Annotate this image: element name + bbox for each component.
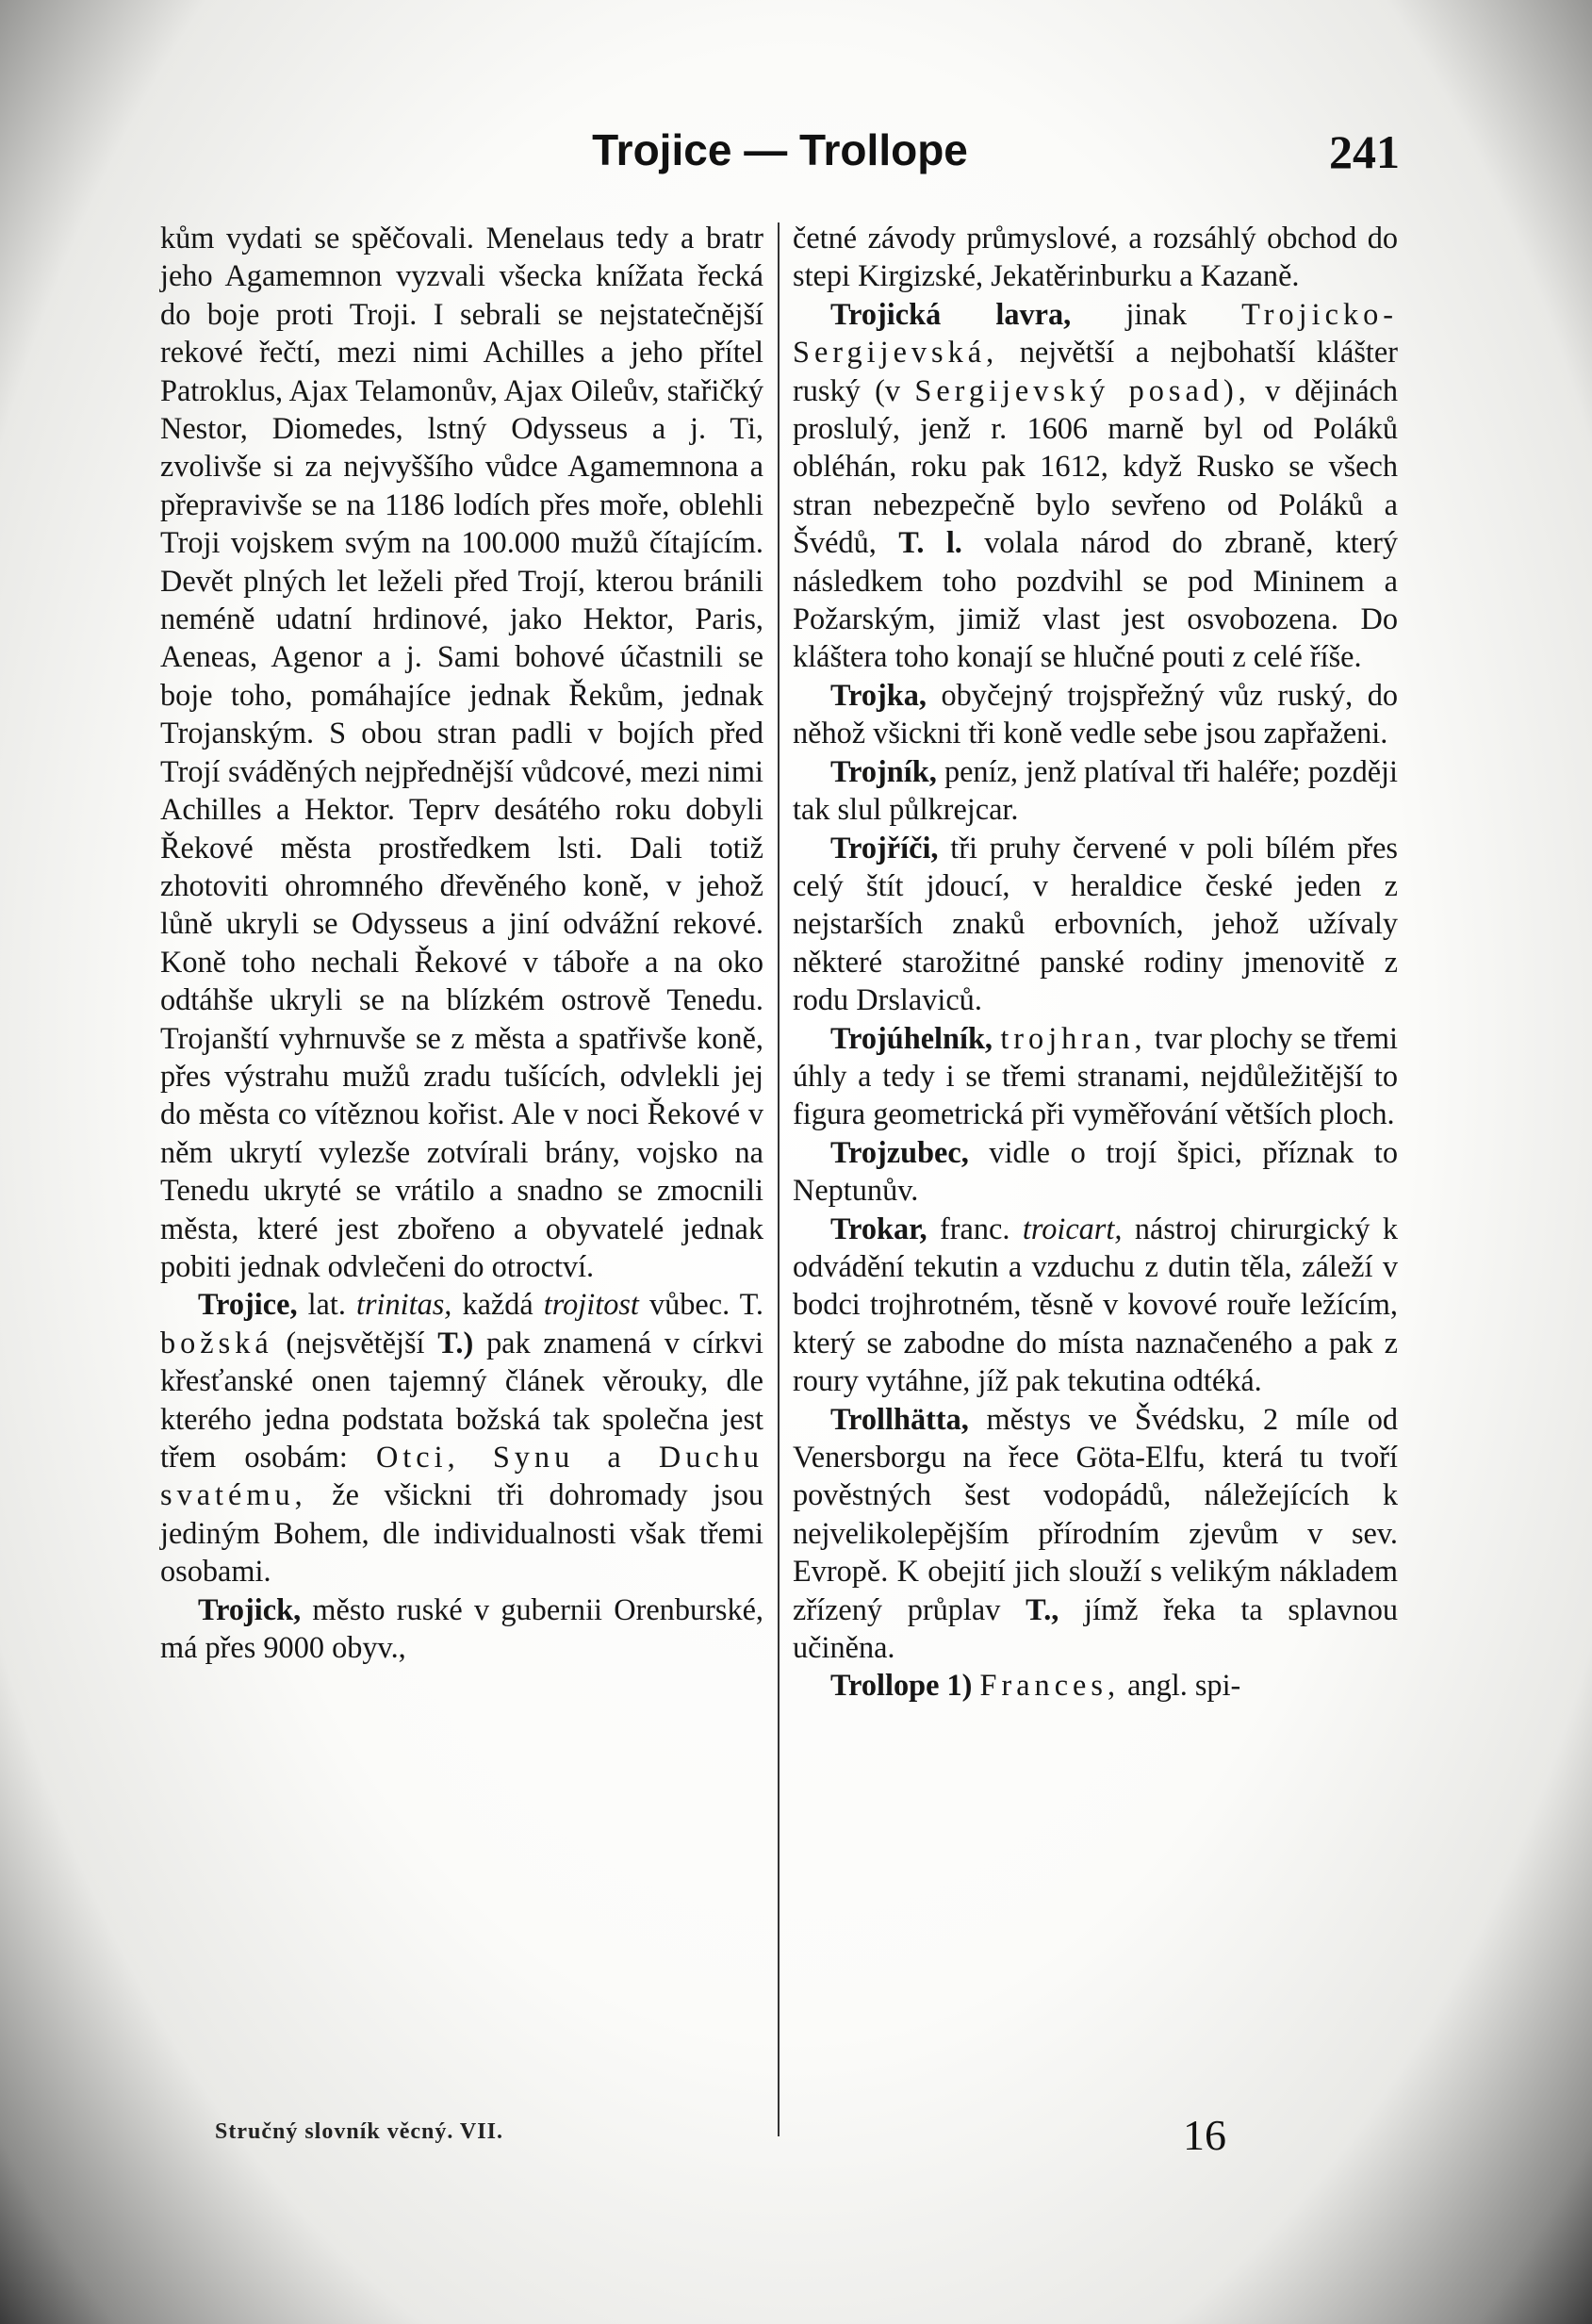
entry-text: nástroj chirurgický k odvádění tekutin a vzduchu z dutin těla, záleží v bodci trojhrotném, těsně v kovové rouře ležícím, který se zabodne do místa naznačeného a pak z roury vytáhne, jíž pak tekutina odtéká. xyxy=(793,1211,1399,1398)
headword-trojicka-lavra: Trojická lavra, xyxy=(830,296,1072,331)
entry-text: obyčejný trojspřežný vůz ruský, do něhož všickni tři koně vedle sebe jsou zapřaženi. xyxy=(793,677,1398,750)
paragraph-continuation xyxy=(793,219,1398,295)
entry-text: jinak xyxy=(1125,296,1187,331)
spaced-term: Otci, Synu a Duchu svatému, xyxy=(160,1440,763,1512)
right-column xyxy=(793,219,1398,1705)
entry-text: lat. xyxy=(307,1287,346,1322)
entry-text: tvar plochy se třemi úhly a tedy i se třemi stranami, nejdůležitější to figura geometrická při vyměřování větších ploch. xyxy=(793,1020,1398,1131)
bold-abbrev: T., xyxy=(1026,1591,1059,1626)
entry-trollhatta xyxy=(793,1400,1398,1667)
entry-trojka xyxy=(793,676,1398,752)
headword-trollope: Trollope 1) xyxy=(830,1668,973,1703)
entry-trojnik xyxy=(793,752,1398,829)
spaced-term: Sergijevský posad), xyxy=(914,372,1251,407)
entry-text: vidle o trojí špici, příznak to Neptunův. xyxy=(793,1134,1398,1208)
entry-text: vůbec. T. xyxy=(648,1287,764,1322)
entry-text: městys ve Švédsku, 2 míle od Venersborgu na řece Göta-Elfu, která tu tvoří pověstných šest vodopádů, náležejících k nejvelikolepějším přírodním zjevům v sev. Evropě. K obejití jich slouží s velikým nákladem zřízený průplav xyxy=(793,1401,1399,1626)
spaced-term: Trojicko-Sergijevská, xyxy=(793,296,1399,370)
entry-trojicka-lavra xyxy=(793,295,1398,676)
italic-term: trojitost xyxy=(543,1287,639,1322)
headword-trojuhelnik: Trojúhelník, xyxy=(830,1020,993,1055)
entry-trojick xyxy=(160,1591,763,1667)
entry-text: největší a nejbohatší klášter ruský (v xyxy=(793,335,1398,407)
headword-trojrici: Trojříči, xyxy=(830,830,939,865)
headword-trokar: Trokar, xyxy=(830,1211,927,1245)
footer-signature-number: 16 xyxy=(1183,2111,1226,2159)
headword-trojzubec: Trojzubec, xyxy=(830,1134,969,1169)
entry-text: každá xyxy=(462,1287,533,1322)
entry-trojzubec xyxy=(793,1133,1398,1210)
footer-book-title: Stručný slovník věcný. VII. xyxy=(215,2119,503,2144)
spaced-term: trojhran, xyxy=(1000,1020,1147,1055)
entry-text: peníz, jenž platíval tři haléře; později tak slul půlkrejcar. xyxy=(793,753,1398,827)
running-title: Trojice — Trollope xyxy=(592,125,968,174)
paragraph-text: četné závody průmyslové, a rozsáhlý obchod do stepi Kirgizské, Jekatěrinburku a Kazaně. xyxy=(793,221,1398,293)
entry-trollope xyxy=(793,1666,1398,1704)
entry-text: město ruské v gubernii Orenburské, má přes 9000 obyv., xyxy=(160,1591,763,1665)
entry-trojice xyxy=(160,1285,763,1590)
entry-trojuhelnik xyxy=(793,1019,1398,1133)
entry-text: v dějinách proslulý, jenž r. 1606 marně byl od Poláků obléhán, roku pak 1612, když Rusko se všech stran nebezpečně bylo sevřeno od Poláků a Švédů, xyxy=(793,372,1399,560)
spaced-term: božská xyxy=(160,1325,273,1360)
latin-term: trinitas, xyxy=(355,1287,452,1322)
entry-text: tři pruhy červené v poli bílém přes celý štít jdoucí, v heraldice české jeden z nejstarších znaků erbovních, jehož užívaly některé starožitné panské rodiny jmenovitě z rodu Drslaviců. xyxy=(793,830,1399,1017)
entry-trokar xyxy=(793,1210,1398,1400)
paragraph-troy-story xyxy=(160,219,763,1285)
bold-abbrev: T.) xyxy=(437,1325,474,1360)
left-column xyxy=(160,219,763,1666)
spaced-term: Frances, xyxy=(979,1668,1121,1703)
entry-text: angl. spi- xyxy=(1127,1668,1241,1703)
headword-trojka: Trojka, xyxy=(830,677,927,712)
entry-text: že všickni tři dohromady jsou jediným Bohem, dle individualnosti však třemi osobami. xyxy=(160,1477,764,1589)
entry-text: jímž řeka ta splavnou učiněna. xyxy=(793,1591,1398,1665)
bold-abbrev: T. l. xyxy=(898,525,962,560)
entry-text: (nejsvětější xyxy=(286,1325,425,1360)
headword-trojice: Trojice, xyxy=(198,1287,298,1322)
entry-trojrici xyxy=(793,829,1398,1019)
french-term: troicart, xyxy=(1022,1211,1123,1245)
entry-text: franc. xyxy=(940,1211,1010,1245)
column-divider xyxy=(778,223,780,2136)
entry-text: pak znamená v církvi křesťanské onen tajemný článek věrouky, dle kterého jedna podstata božská tak společna jest třem osobám: xyxy=(160,1325,764,1474)
entry-text: volala národ do zbraně, který následkem toho pozdvihl se pod Mininem a Požarským, jimiž vlast jest osvobozena. Do kláštera toho konají se hlučné pouti z celé říše. xyxy=(793,525,1399,674)
page-number: 241 xyxy=(1329,125,1400,178)
headword-trojnik: Trojník, xyxy=(830,753,937,788)
paragraph-text: kům vydati se spěčovali. Menelaus tedy a bratr jeho Agamemnon vyzvali všecka knížata řecká do boje proti Troji. I sebrali se nejstatečnější rekové řečtí, mezi nimi Achilles a jeho přítel Patroklus, Ajax Telamonův, Ajax Oileův, stařičký Nestor, Diomedes, lstný Odysseus a j. Ti, zvolivše si za nejvyššího vůdce Agamemnona a přepravivše se na 1186 lodích přes moře, oblehli Troji vojskem svým na 100.000 mužů čítajícím. Devět plných let leželi před Trojí, kterou bránili neméně udatní hrdinové, jako Hektor, Paris, Aeneas, Agenor a j. Sami bohové účastnili se boje toho, pomáhajíce jednak Řekům, jednak Trojanským. S obou stran padli v bojích před Trojí sváděných nejpřednější vůdcové, mezi nimi Achilles a Hektor. Teprv desátého roku dobyli Řekové města prostředkem lsti. Dali totiž zhotoviti ohromného dřevěného koně, v jehož lůně ukryli se Odysseus a jiní odvážní rekové. Koně toho nechali Řekové v táboře a na oko odtáhše ukryli se na blízkém ostrově Tenedu. Trojanští vyhrnuvše se z města a spatřivše koně, přes výstrahu mužů zradu tušících, odvlekli jej do města co vítěznou kořist. Ale v noci Řekové v něm ukrytí vylezše zotvírali brány, vojsko na Tenedu ukryté se vrátilo a snadno se zmocnili města, které jest zbořeno a obyvatelé jednak pobiti jednak odvlečeni do otroctví. xyxy=(160,221,763,1283)
headword-trollhatta: Trollhätta, xyxy=(830,1401,969,1436)
headword-trojick: Trojick, xyxy=(198,1591,302,1626)
page-header xyxy=(160,124,1400,190)
